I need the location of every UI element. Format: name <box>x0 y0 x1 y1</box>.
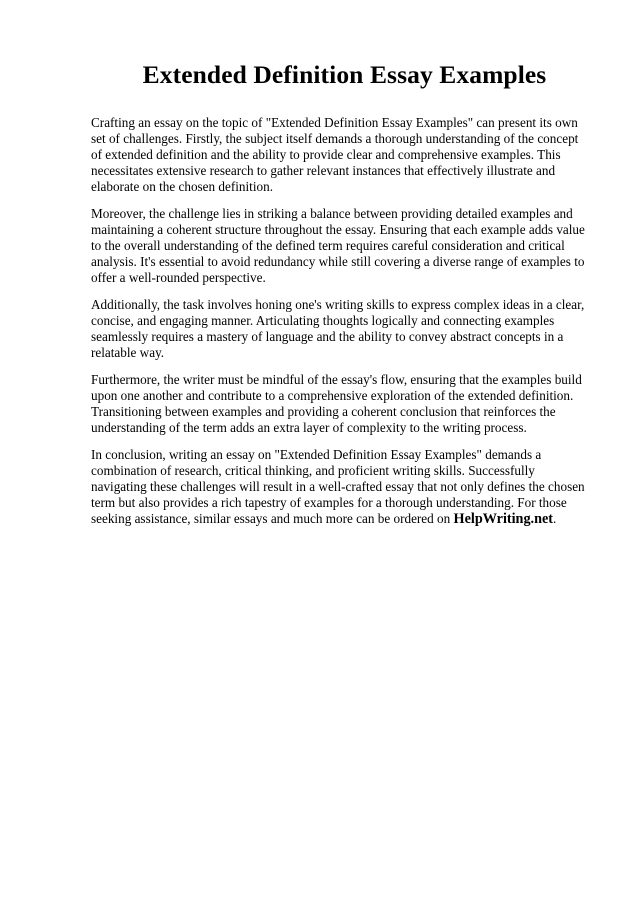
conclusion-text: In conclusion, writing an essay on "Extended Definition Essay Examples" demands a combination of research, critical thinking, and proficient writing skills. Successfully navigating these challenges will result in a well-crafted essay that not only defines the chosen term but also provides a rich tapestry of examples for a thorough understanding. For those seeking assistance, similar essays and much more can be ordered on <box>91 447 585 526</box>
helpwriting-link[interactable]: HelpWriting.net <box>453 511 553 527</box>
document-title: Extended Definition Essay Examples <box>142 60 547 89</box>
paragraph-4: Furthermore, the writer must be mindful of the essay's flow, ensuring that the examples build upon one another and contribute to a comprehensive exploration of the extended definition. Transitioning between examples and providing a coherent conclusion that reinforces the understanding of the term adds an extra layer of complexity to the writing process. <box>91 372 582 435</box>
paragraph-2: Moreover, the challenge lies in striking a balance between providing detailed examples and maintaining a coherent structure throughout the essay. Ensuring that each example adds value to the overall understanding of the defined term requires careful consideration and critical analysis. It's essential to avoid redundancy while still covering a diverse range of examples to offer a well-rounded perspective. <box>91 206 585 285</box>
conclusion-suffix: . <box>553 511 557 526</box>
paragraph-3: Additionally, the task involves honing one's writing skills to express complex ideas in a clear, concise, and engaging manner. Articulating thoughts logically and connecting examples seamlessly requires a mastery of language and the ability to convey abstract concepts in a relatable way. <box>91 297 585 360</box>
conclusion-paragraph <box>91 447 589 527</box>
paragraph-1: Crafting an essay on the topic of "Extended Definition Essay Examples" can present its own set of challenges. Firstly, the subject itself demands a thorough understanding of the concept of extended definition and the ability to provide clear and comprehensive examples. This necessitates extensive research to gather relevant instances that effectively illustrate and elaborate on the chosen definition. <box>91 115 579 194</box>
